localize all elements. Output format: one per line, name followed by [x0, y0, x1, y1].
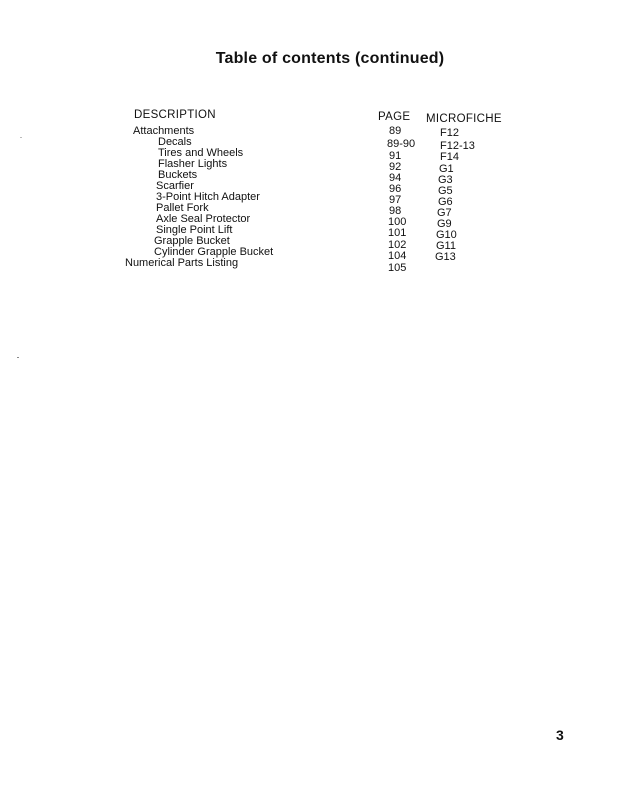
- toc-description: Pallet Fork: [156, 202, 209, 214]
- toc-page: 105: [388, 262, 407, 274]
- toc-description: Scarfier: [156, 180, 194, 192]
- toc-description: Cylinder Grapple Bucket: [154, 246, 274, 258]
- toc-page: 94: [389, 172, 402, 184]
- toc-description: Attachments: [133, 125, 195, 137]
- toc-page: 100: [388, 216, 407, 228]
- toc-page: 91: [389, 150, 402, 162]
- toc-page: 96: [389, 183, 402, 195]
- toc-description: Single Point Lift: [156, 224, 233, 236]
- toc-page: 102: [388, 239, 407, 251]
- toc-microfiche: G10: [436, 229, 457, 241]
- header-description: DESCRIPTION: [134, 109, 216, 121]
- toc-page: 89-90: [387, 138, 416, 150]
- toc-microfiche: F14: [440, 151, 459, 163]
- toc-microfiche: G13: [435, 251, 456, 263]
- toc-page: 92: [389, 161, 402, 173]
- toc-description: Numerical Parts Listing: [125, 257, 239, 269]
- toc-page: 104: [388, 250, 407, 262]
- header-microfiche: MICROFICHE: [426, 113, 502, 125]
- toc-microfiche: G6: [438, 196, 453, 208]
- page-title: Table of contents (continued): [215, 50, 445, 67]
- toc-description: Tires and Wheels: [158, 147, 244, 159]
- scan-speck: [20, 137, 22, 138]
- toc-description: Decals: [158, 136, 192, 148]
- page-number: 3: [556, 727, 564, 743]
- toc-description: Buckets: [158, 169, 198, 181]
- toc-page: 89: [389, 125, 402, 137]
- toc-description: Axle Seal Protector: [156, 213, 251, 225]
- header-page: PAGE: [378, 111, 411, 123]
- toc-microfiche: G9: [437, 218, 452, 230]
- toc-microfiche: G1: [439, 163, 454, 175]
- toc-microfiche: G5: [438, 185, 453, 197]
- toc-microfiche: G11: [436, 240, 456, 252]
- toc-description: Grapple Bucket: [154, 235, 230, 247]
- toc-microfiche: G7: [437, 207, 452, 219]
- toc-page: 98: [389, 205, 402, 217]
- toc-microfiche: F12: [440, 127, 459, 139]
- scan-speck: [17, 357, 19, 358]
- toc-microfiche: G3: [438, 174, 453, 186]
- toc-description: Flasher Lights: [158, 158, 228, 170]
- toc-page: 97: [389, 194, 402, 206]
- toc-page: 101: [388, 227, 407, 239]
- toc-description: 3-Point Hitch Adapter: [156, 191, 260, 203]
- toc-microfiche: F12-13: [440, 140, 475, 152]
